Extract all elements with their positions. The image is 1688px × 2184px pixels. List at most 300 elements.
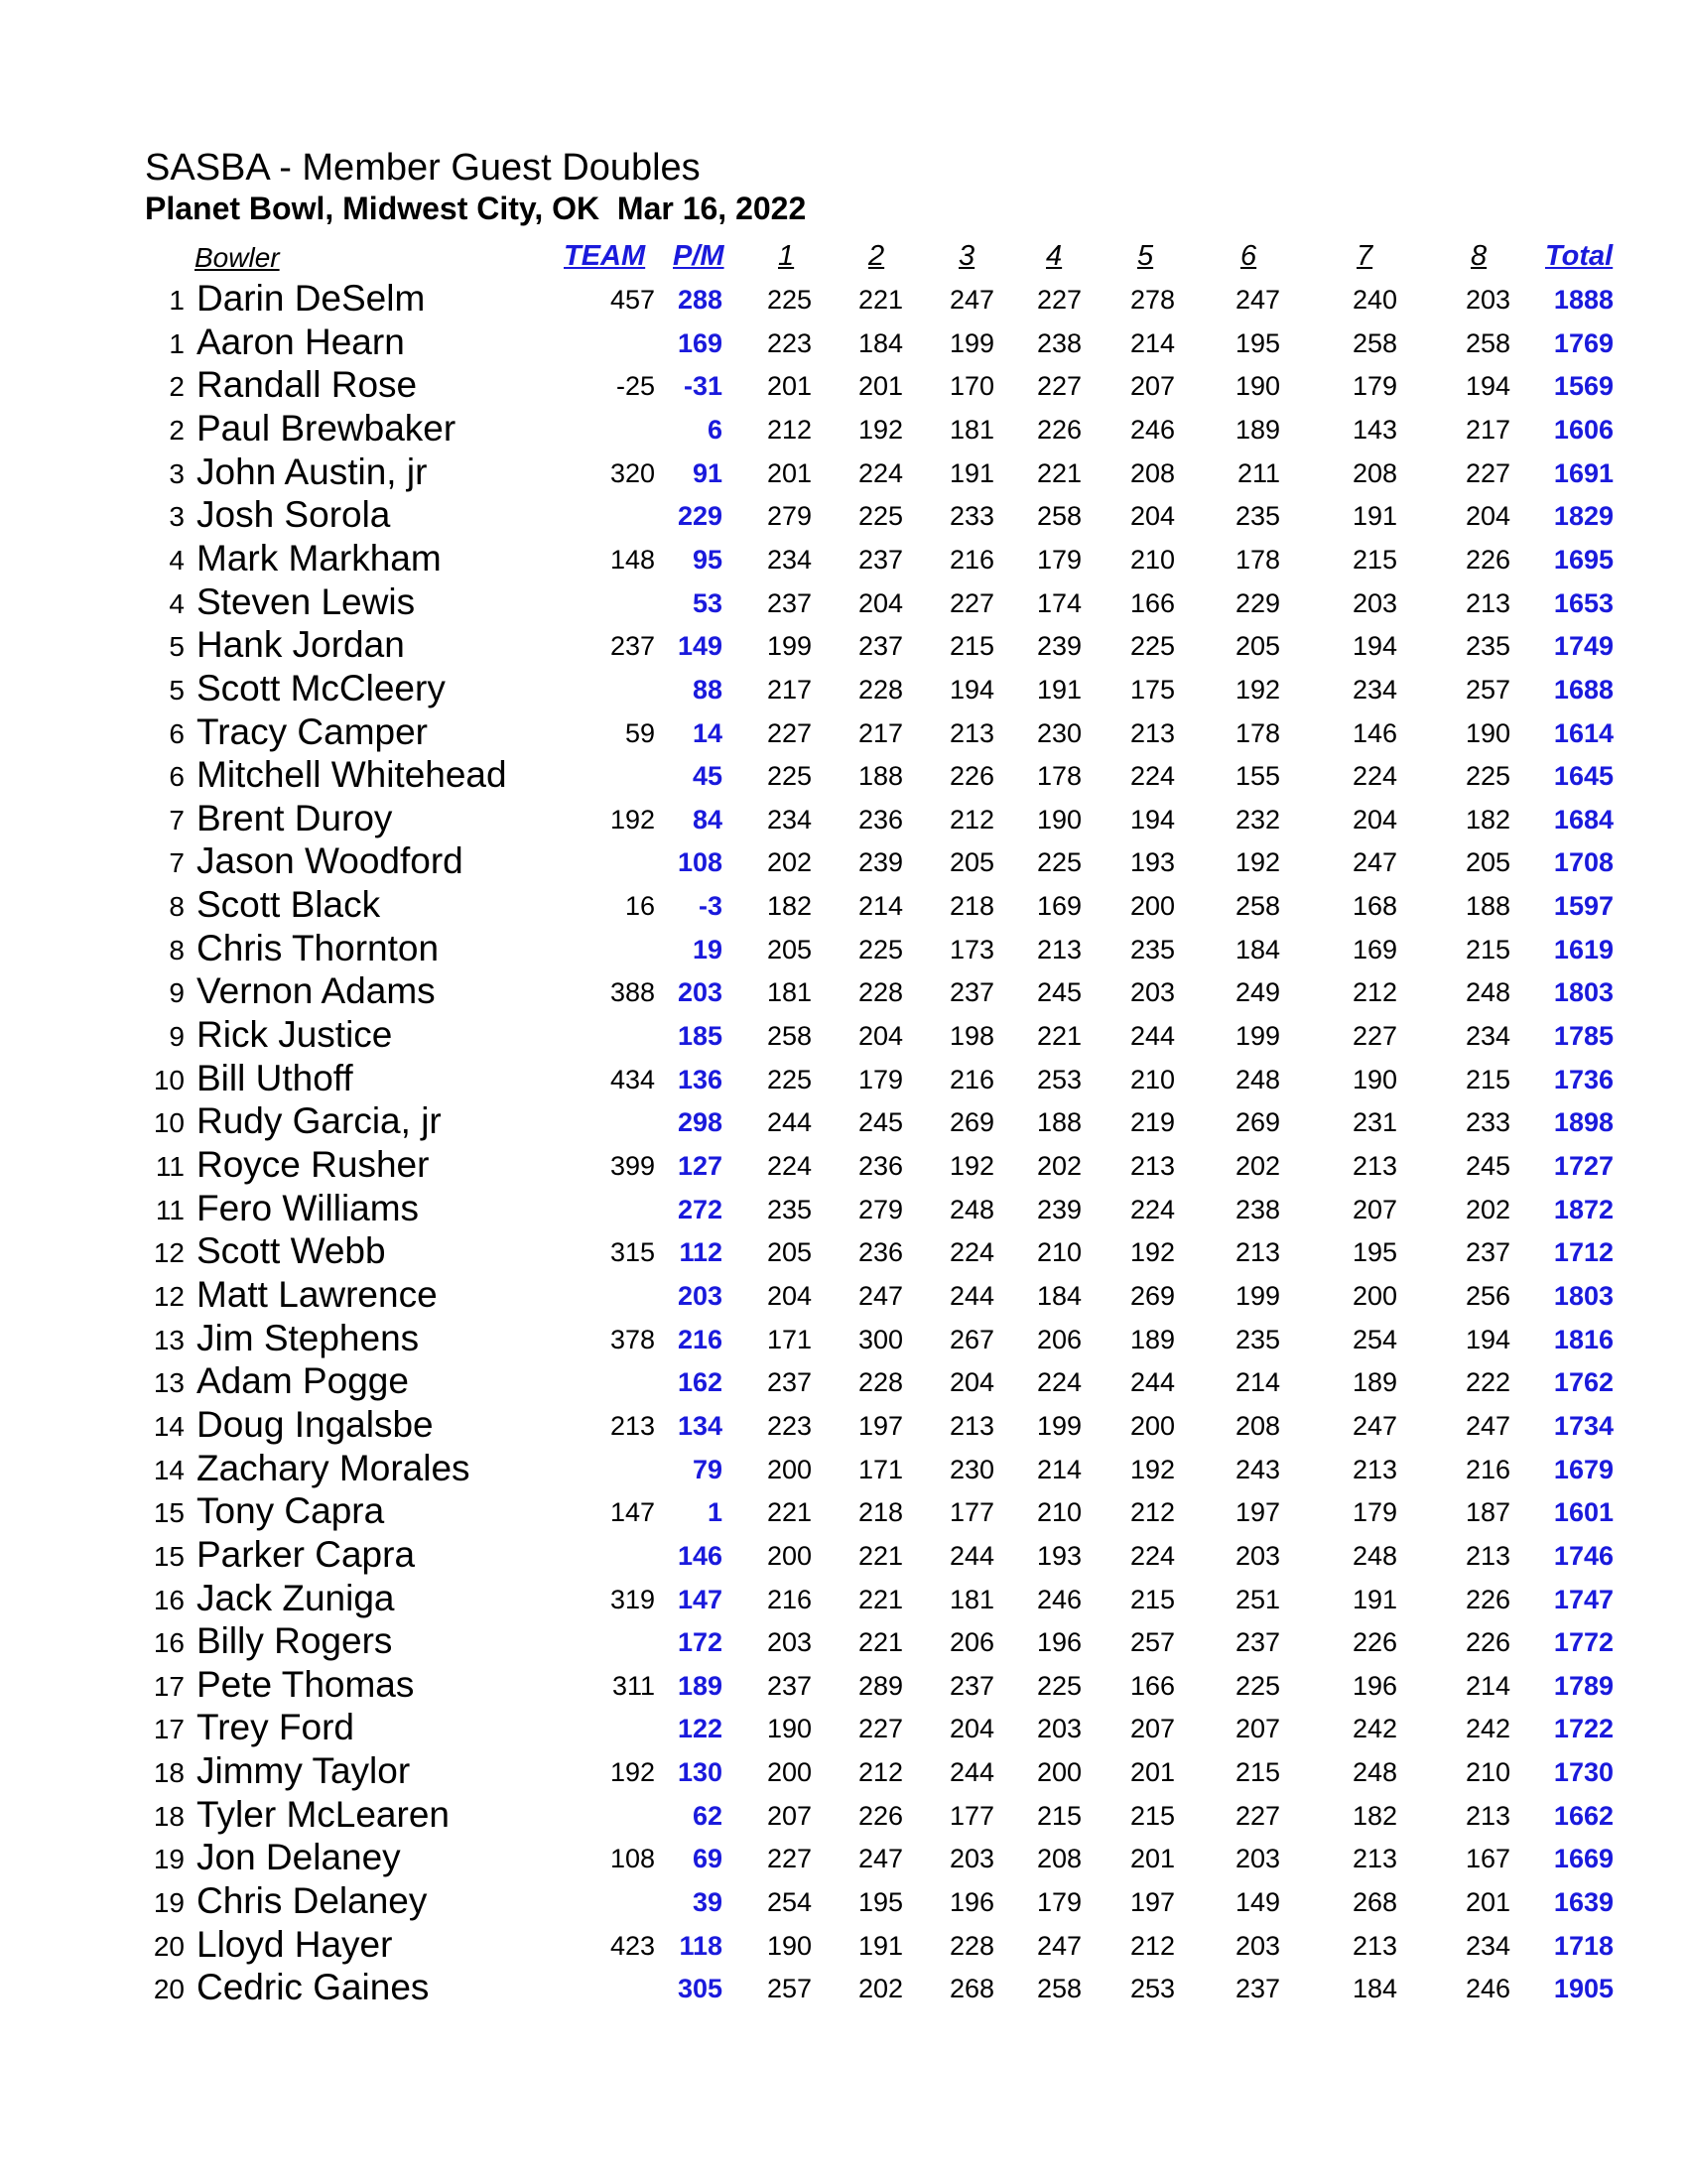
bowler-name: Jim Stephens: [196, 1317, 420, 1358]
game-4-score: 239: [1036, 631, 1082, 662]
game-4-score: 227: [1036, 371, 1082, 402]
total-score-cell: 1785: [1553, 1021, 1614, 1052]
team-score-cell: 378: [609, 1324, 655, 1354]
game-8-score: 233: [1465, 1107, 1510, 1138]
plus-minus-cell: 203: [677, 1280, 722, 1311]
bowler-name: Trey Ford: [196, 1707, 354, 1748]
total-score-cell: 1662: [1553, 1800, 1614, 1831]
game-6-score: 149: [1234, 1887, 1280, 1918]
game-1-score: 200: [766, 1454, 812, 1484]
game-7-score: 248: [1352, 1757, 1397, 1788]
plus-minus-cell: 84: [692, 804, 722, 835]
place-cell: 1: [169, 327, 185, 359]
game-8-score: 226: [1465, 1627, 1510, 1658]
table-row: [0, 885, 1688, 929]
game-4-score: 169: [1036, 891, 1082, 922]
place-cell: 3: [169, 457, 185, 489]
plus-minus-cell: 305: [677, 1974, 722, 2004]
game-2-score: 224: [857, 457, 903, 488]
plus-minus-cell: 122: [677, 1714, 722, 1744]
game-5-score: 246: [1129, 414, 1175, 445]
game-1-score: 244: [766, 1107, 812, 1138]
table-row: [0, 279, 1688, 322]
total-score-cell: 1722: [1553, 1714, 1614, 1744]
game-4-score: 221: [1036, 1021, 1082, 1052]
game-7-score: 234: [1352, 674, 1397, 705]
place-cell: 4: [169, 587, 185, 619]
page-title: SASBA - Member Guest Doubles: [145, 147, 701, 189]
game-1-score: 254: [766, 1887, 812, 1918]
game-5-score: 257: [1129, 1627, 1175, 1658]
game-7-score: 168: [1352, 891, 1397, 922]
game-4-score: 203: [1036, 1714, 1082, 1744]
bowler-name: Tony Capra: [196, 1490, 385, 1532]
table-row: [0, 322, 1688, 366]
place-cell: 16: [153, 1584, 185, 1615]
bowler-name: Tracy Camper: [196, 710, 429, 752]
bowler-name: Brent Duroy: [196, 797, 393, 838]
game-8-score: 258: [1465, 327, 1510, 358]
game-5-score: 166: [1129, 587, 1175, 618]
plus-minus-cell: 203: [677, 977, 722, 1008]
place-cell: 10: [153, 1064, 185, 1095]
game-6-score: 249: [1234, 977, 1280, 1008]
place-cell: 2: [169, 371, 185, 403]
game-8-score: 213: [1465, 1800, 1510, 1831]
team-score-cell: 457: [609, 285, 655, 315]
game-4-score: 199: [1036, 1410, 1082, 1441]
game-7-score: 247: [1352, 847, 1397, 878]
game-2-score: 225: [857, 934, 903, 964]
game-4-score: 178: [1036, 761, 1082, 792]
game-1-score: 207: [766, 1800, 812, 1831]
table-row: [0, 1751, 1688, 1795]
table-row: [0, 1881, 1688, 1925]
game-8-score: 247: [1465, 1410, 1510, 1441]
game-4-score: 214: [1036, 1454, 1082, 1484]
table-row: [0, 1319, 1688, 1362]
bowler-name: Fero Williams: [196, 1187, 420, 1228]
total-score-cell: 1816: [1553, 1324, 1614, 1354]
plus-minus-cell: 229: [677, 501, 722, 532]
game-3-score: 181: [949, 414, 994, 445]
place-cell: 14: [153, 1454, 185, 1485]
game-8-score: 210: [1465, 1757, 1510, 1788]
game-4-score: 202: [1036, 1151, 1082, 1181]
game-7-score: 182: [1352, 1800, 1397, 1831]
total-score-cell: 1769: [1553, 327, 1614, 358]
game-7-score: 213: [1352, 1930, 1397, 1961]
game-1-score: 279: [766, 501, 812, 532]
game-1-score: 258: [766, 1021, 812, 1052]
place-cell: 15: [153, 1540, 185, 1572]
total-score-cell: 1746: [1553, 1540, 1614, 1571]
game-3-score: 244: [949, 1757, 994, 1788]
game-7-score: 248: [1352, 1540, 1397, 1571]
header-game-8: 8: [1471, 240, 1488, 272]
bowler-name: Vernon Adams: [196, 970, 436, 1012]
game-2-score: 228: [857, 977, 903, 1008]
game-8-score: 234: [1465, 1021, 1510, 1052]
place-cell: 13: [153, 1324, 185, 1355]
game-5-score: 215: [1129, 1584, 1175, 1614]
game-7-score: 191: [1352, 1584, 1397, 1614]
bowler-name: Rudy Garcia, jr: [196, 1100, 442, 1142]
game-6-score: 214: [1234, 1367, 1280, 1398]
place-cell: 11: [155, 1194, 185, 1225]
bowler-name: Scott Black: [196, 884, 381, 926]
game-5-score: 204: [1129, 501, 1175, 532]
game-5-score: 278: [1129, 285, 1175, 315]
game-2-score: 188: [857, 761, 903, 792]
bowler-name: Josh Sorola: [196, 494, 391, 536]
team-score-cell: 59: [624, 717, 655, 748]
bowler-name: Jack Zuniga: [196, 1577, 395, 1618]
total-score-cell: 1730: [1553, 1757, 1614, 1788]
game-3-score: 213: [949, 1410, 994, 1441]
plus-minus-cell: 288: [677, 285, 722, 315]
game-6-score: 197: [1234, 1497, 1280, 1528]
bowler-name: Jimmy Taylor: [196, 1750, 411, 1792]
game-1-score: 225: [766, 1064, 812, 1094]
plus-minus-cell: 172: [677, 1627, 722, 1658]
total-score-cell: 1772: [1553, 1627, 1614, 1658]
bowler-name: Jason Woodford: [196, 840, 463, 882]
game-8-score: 204: [1465, 501, 1510, 532]
game-5-score: 207: [1129, 1714, 1175, 1744]
game-3-score: 216: [949, 1064, 994, 1094]
place-cell: 5: [169, 631, 185, 663]
game-5-score: 224: [1129, 761, 1175, 792]
game-5-score: 215: [1129, 1800, 1175, 1831]
place-cell: 17: [153, 1670, 185, 1702]
total-score-cell: 1606: [1553, 414, 1614, 445]
game-5-score: 192: [1129, 1237, 1175, 1268]
game-6-score: 211: [1236, 457, 1280, 488]
game-5-score: 200: [1129, 1410, 1175, 1441]
plus-minus-cell: 79: [692, 1454, 722, 1484]
game-4-score: 226: [1036, 414, 1082, 445]
game-8-score: 182: [1465, 804, 1510, 835]
game-2-score: 204: [857, 587, 903, 618]
game-4-score: 253: [1036, 1064, 1082, 1094]
game-1-score: 200: [766, 1757, 812, 1788]
bowler-name: Rick Justice: [196, 1014, 393, 1056]
place-cell: 6: [169, 761, 185, 793]
header-total: Total: [1545, 240, 1614, 272]
game-2-score: 247: [857, 1280, 903, 1311]
plus-minus-cell: 118: [679, 1930, 722, 1961]
game-8-score: 202: [1465, 1194, 1510, 1224]
game-8-score: 217: [1465, 414, 1510, 445]
plus-minus-cell: 185: [677, 1021, 722, 1052]
game-6-score: 199: [1234, 1280, 1280, 1311]
table-row: [0, 539, 1688, 582]
game-8-score: 187: [1465, 1497, 1510, 1528]
team-score-cell: 147: [609, 1497, 655, 1528]
game-6-score: 237: [1234, 1974, 1280, 2004]
plus-minus-cell: 108: [677, 847, 722, 878]
place-cell: 12: [153, 1280, 185, 1312]
game-3-score: 192: [949, 1151, 994, 1181]
game-6-score: 178: [1234, 544, 1280, 575]
game-3-score: 244: [949, 1540, 994, 1571]
team-score-cell: 388: [609, 977, 655, 1008]
game-7-score: 169: [1352, 934, 1397, 964]
game-2-score: 192: [857, 414, 903, 445]
total-score-cell: 1679: [1553, 1454, 1614, 1484]
team-score-cell: 311: [611, 1670, 655, 1701]
table-row: [0, 1361, 1688, 1405]
game-6-score: 232: [1234, 804, 1280, 835]
plus-minus-cell: 216: [677, 1324, 722, 1354]
game-7-score: 196: [1352, 1670, 1397, 1701]
plus-minus-cell: 19: [692, 934, 722, 964]
total-score-cell: 1747: [1553, 1584, 1614, 1614]
place-cell: 7: [169, 804, 185, 835]
game-3-score: 191: [949, 457, 994, 488]
game-3-score: 224: [949, 1237, 994, 1268]
place-cell: 10: [153, 1107, 185, 1139]
game-6-score: 203: [1234, 1930, 1280, 1961]
game-1-score: 216: [766, 1584, 812, 1614]
game-5-score: 213: [1129, 1151, 1175, 1181]
plus-minus-cell: 95: [692, 544, 722, 575]
header-game-1: 1: [778, 240, 795, 272]
game-8-score: 234: [1465, 1930, 1510, 1961]
total-score-cell: 1712: [1553, 1237, 1614, 1268]
table-row: [0, 1535, 1688, 1579]
game-3-score: 228: [949, 1930, 994, 1961]
game-4-score: 196: [1036, 1627, 1082, 1658]
game-2-score: 237: [857, 544, 903, 575]
total-score-cell: 1727: [1553, 1151, 1614, 1181]
game-7-score: 207: [1352, 1194, 1397, 1224]
game-8-score: 203: [1465, 285, 1510, 315]
total-score-cell: 1803: [1553, 1280, 1614, 1311]
game-4-score: 258: [1036, 501, 1082, 532]
game-3-score: 177: [949, 1800, 994, 1831]
team-score-cell: 319: [609, 1584, 655, 1614]
game-6-score: 192: [1234, 847, 1280, 878]
place-cell: 8: [169, 891, 185, 923]
game-1-score: 201: [766, 457, 812, 488]
game-7-score: 231: [1352, 1107, 1397, 1138]
game-4-score: 239: [1036, 1194, 1082, 1224]
table-row: [0, 1925, 1688, 1969]
game-1-score: 205: [766, 934, 812, 964]
plus-minus-cell: 149: [677, 631, 722, 662]
game-3-score: 203: [949, 1844, 994, 1874]
game-2-score: 236: [857, 1151, 903, 1181]
game-3-score: 181: [949, 1584, 994, 1614]
bowler-name: Aaron Hearn: [196, 321, 405, 362]
bowler-name: Chris Thornton: [196, 927, 440, 968]
game-3-score: 230: [949, 1454, 994, 1484]
game-1-score: 234: [766, 544, 812, 575]
bowler-name: Cedric Gaines: [196, 1967, 430, 2008]
game-2-score: 237: [857, 631, 903, 662]
game-5-score: 224: [1129, 1194, 1175, 1224]
game-1-score: 212: [766, 414, 812, 445]
table-row: [0, 1059, 1688, 1102]
plus-minus-cell: 298: [677, 1107, 722, 1138]
game-1-score: 224: [766, 1151, 812, 1181]
table-row: [0, 1968, 1688, 2011]
game-4-score: 184: [1036, 1280, 1082, 1311]
total-score-cell: 1803: [1553, 977, 1614, 1008]
plus-minus-cell: -3: [698, 891, 722, 922]
game-5-score: 193: [1129, 847, 1175, 878]
game-8-score: 167: [1465, 1844, 1510, 1874]
bowler-name: Chris Delaney: [196, 1880, 428, 1922]
game-3-score: 244: [949, 1280, 994, 1311]
place-cell: 16: [153, 1627, 185, 1659]
game-1-score: 181: [766, 977, 812, 1008]
page-subtitle: Planet Bowl, Midwest City, OK Mar 16, 2022: [145, 191, 807, 226]
game-5-score: 224: [1129, 1540, 1175, 1571]
table-row: [0, 495, 1688, 539]
bowler-name: Scott McCleery: [196, 667, 446, 708]
game-5-score: 194: [1129, 804, 1175, 835]
total-score-cell: 1749: [1553, 631, 1614, 662]
game-7-score: 254: [1352, 1324, 1397, 1354]
game-3-score: 268: [949, 1974, 994, 2004]
game-1-score: 257: [766, 1974, 812, 2004]
table-row: [0, 971, 1688, 1015]
plus-minus-cell: 147: [677, 1584, 722, 1614]
game-4-score: 245: [1036, 977, 1082, 1008]
game-3-score: 213: [949, 717, 994, 748]
game-8-score: 235: [1465, 631, 1510, 662]
place-cell: 9: [169, 1021, 185, 1053]
game-8-score: 194: [1465, 371, 1510, 402]
game-4-score: 188: [1036, 1107, 1082, 1138]
game-8-score: 213: [1465, 1540, 1510, 1571]
game-4-score: 191: [1036, 674, 1082, 705]
place-cell: 18: [153, 1800, 185, 1832]
game-5-score: 214: [1129, 327, 1175, 358]
game-3-score: 215: [949, 631, 994, 662]
table-row: [0, 1795, 1688, 1839]
table-row: [0, 1665, 1688, 1709]
total-score-cell: 1669: [1553, 1844, 1614, 1874]
game-4-score: 200: [1036, 1757, 1082, 1788]
plus-minus-cell: 53: [692, 587, 722, 618]
game-7-score: 190: [1352, 1064, 1397, 1094]
game-1-score: 217: [766, 674, 812, 705]
game-5-score: 197: [1129, 1887, 1175, 1918]
game-5-score: 212: [1129, 1930, 1175, 1961]
game-2-score: 225: [857, 501, 903, 532]
header-team: TEAM: [564, 240, 646, 272]
game-1-score: 225: [766, 761, 812, 792]
game-6-score: 199: [1234, 1021, 1280, 1052]
game-3-score: 198: [949, 1021, 994, 1052]
team-score-cell: 16: [624, 891, 655, 922]
game-5-score: 201: [1129, 1844, 1175, 1874]
table-row: [0, 1275, 1688, 1319]
total-score-cell: 1888: [1553, 285, 1614, 315]
game-4-score: 221: [1036, 457, 1082, 488]
game-6-score: 203: [1234, 1844, 1280, 1874]
game-3-score: 199: [949, 327, 994, 358]
total-score-cell: 1653: [1553, 587, 1614, 618]
place-cell: 15: [153, 1497, 185, 1529]
bowler-name: Parker Capra: [196, 1533, 416, 1575]
plus-minus-cell: 127: [677, 1151, 722, 1181]
game-2-score: 212: [857, 1757, 903, 1788]
place-cell: 20: [153, 1974, 185, 2005]
game-2-score: 218: [857, 1497, 903, 1528]
game-4-score: 225: [1036, 1670, 1082, 1701]
game-2-score: 247: [857, 1844, 903, 1874]
game-1-score: 235: [766, 1194, 812, 1224]
game-1-score: 201: [766, 371, 812, 402]
team-score-cell: 192: [609, 804, 655, 835]
total-score-cell: 1829: [1553, 501, 1614, 532]
bowler-name: Pete Thomas: [196, 1663, 415, 1705]
game-7-score: 240: [1352, 285, 1397, 315]
game-4-score: 258: [1036, 1974, 1082, 2004]
table-row: [0, 1231, 1688, 1275]
game-4-score: 225: [1036, 847, 1082, 878]
plus-minus-cell: 1: [707, 1497, 722, 1528]
game-2-score: 217: [857, 717, 903, 748]
game-8-score: 248: [1465, 977, 1510, 1008]
game-5-score: 200: [1129, 891, 1175, 922]
header-game-7: 7: [1357, 240, 1373, 272]
table-row: [0, 582, 1688, 626]
game-4-score: 193: [1036, 1540, 1082, 1571]
total-score-cell: 1688: [1553, 674, 1614, 705]
game-1-score: 203: [766, 1627, 812, 1658]
game-8-score: 194: [1465, 1324, 1510, 1354]
game-8-score: 205: [1465, 847, 1510, 878]
game-2-score: 221: [857, 285, 903, 315]
game-8-score: 246: [1465, 1974, 1510, 2004]
game-3-score: 247: [949, 285, 994, 315]
plus-minus-cell: -31: [683, 371, 722, 402]
game-6-score: 213: [1234, 1237, 1280, 1268]
game-4-score: 227: [1036, 285, 1082, 315]
game-2-score: 191: [857, 1930, 903, 1961]
team-score-cell: 148: [609, 544, 655, 575]
header-game-2: 2: [868, 240, 885, 272]
game-1-score: 237: [766, 1670, 812, 1701]
game-6-score: 192: [1234, 674, 1280, 705]
game-3-score: 216: [949, 544, 994, 575]
game-3-score: 237: [949, 977, 994, 1008]
game-1-score: 190: [766, 1714, 812, 1744]
plus-minus-cell: 6: [707, 414, 722, 445]
game-5-score: 210: [1129, 1064, 1175, 1094]
game-7-score: 179: [1352, 1497, 1397, 1528]
table-row: [0, 669, 1688, 712]
place-cell: 5: [169, 674, 185, 706]
bowler-name: Doug Ingalsbe: [196, 1403, 434, 1445]
game-6-score: 229: [1234, 587, 1280, 618]
game-7-score: 203: [1352, 587, 1397, 618]
place-cell: 1: [169, 285, 185, 316]
game-4-score: 174: [1036, 587, 1082, 618]
place-cell: 7: [169, 847, 185, 879]
game-7-score: 194: [1352, 631, 1397, 662]
game-3-score: 177: [949, 1497, 994, 1528]
game-1-score: 234: [766, 804, 812, 835]
game-8-score: 188: [1465, 891, 1510, 922]
game-7-score: 213: [1352, 1844, 1397, 1874]
